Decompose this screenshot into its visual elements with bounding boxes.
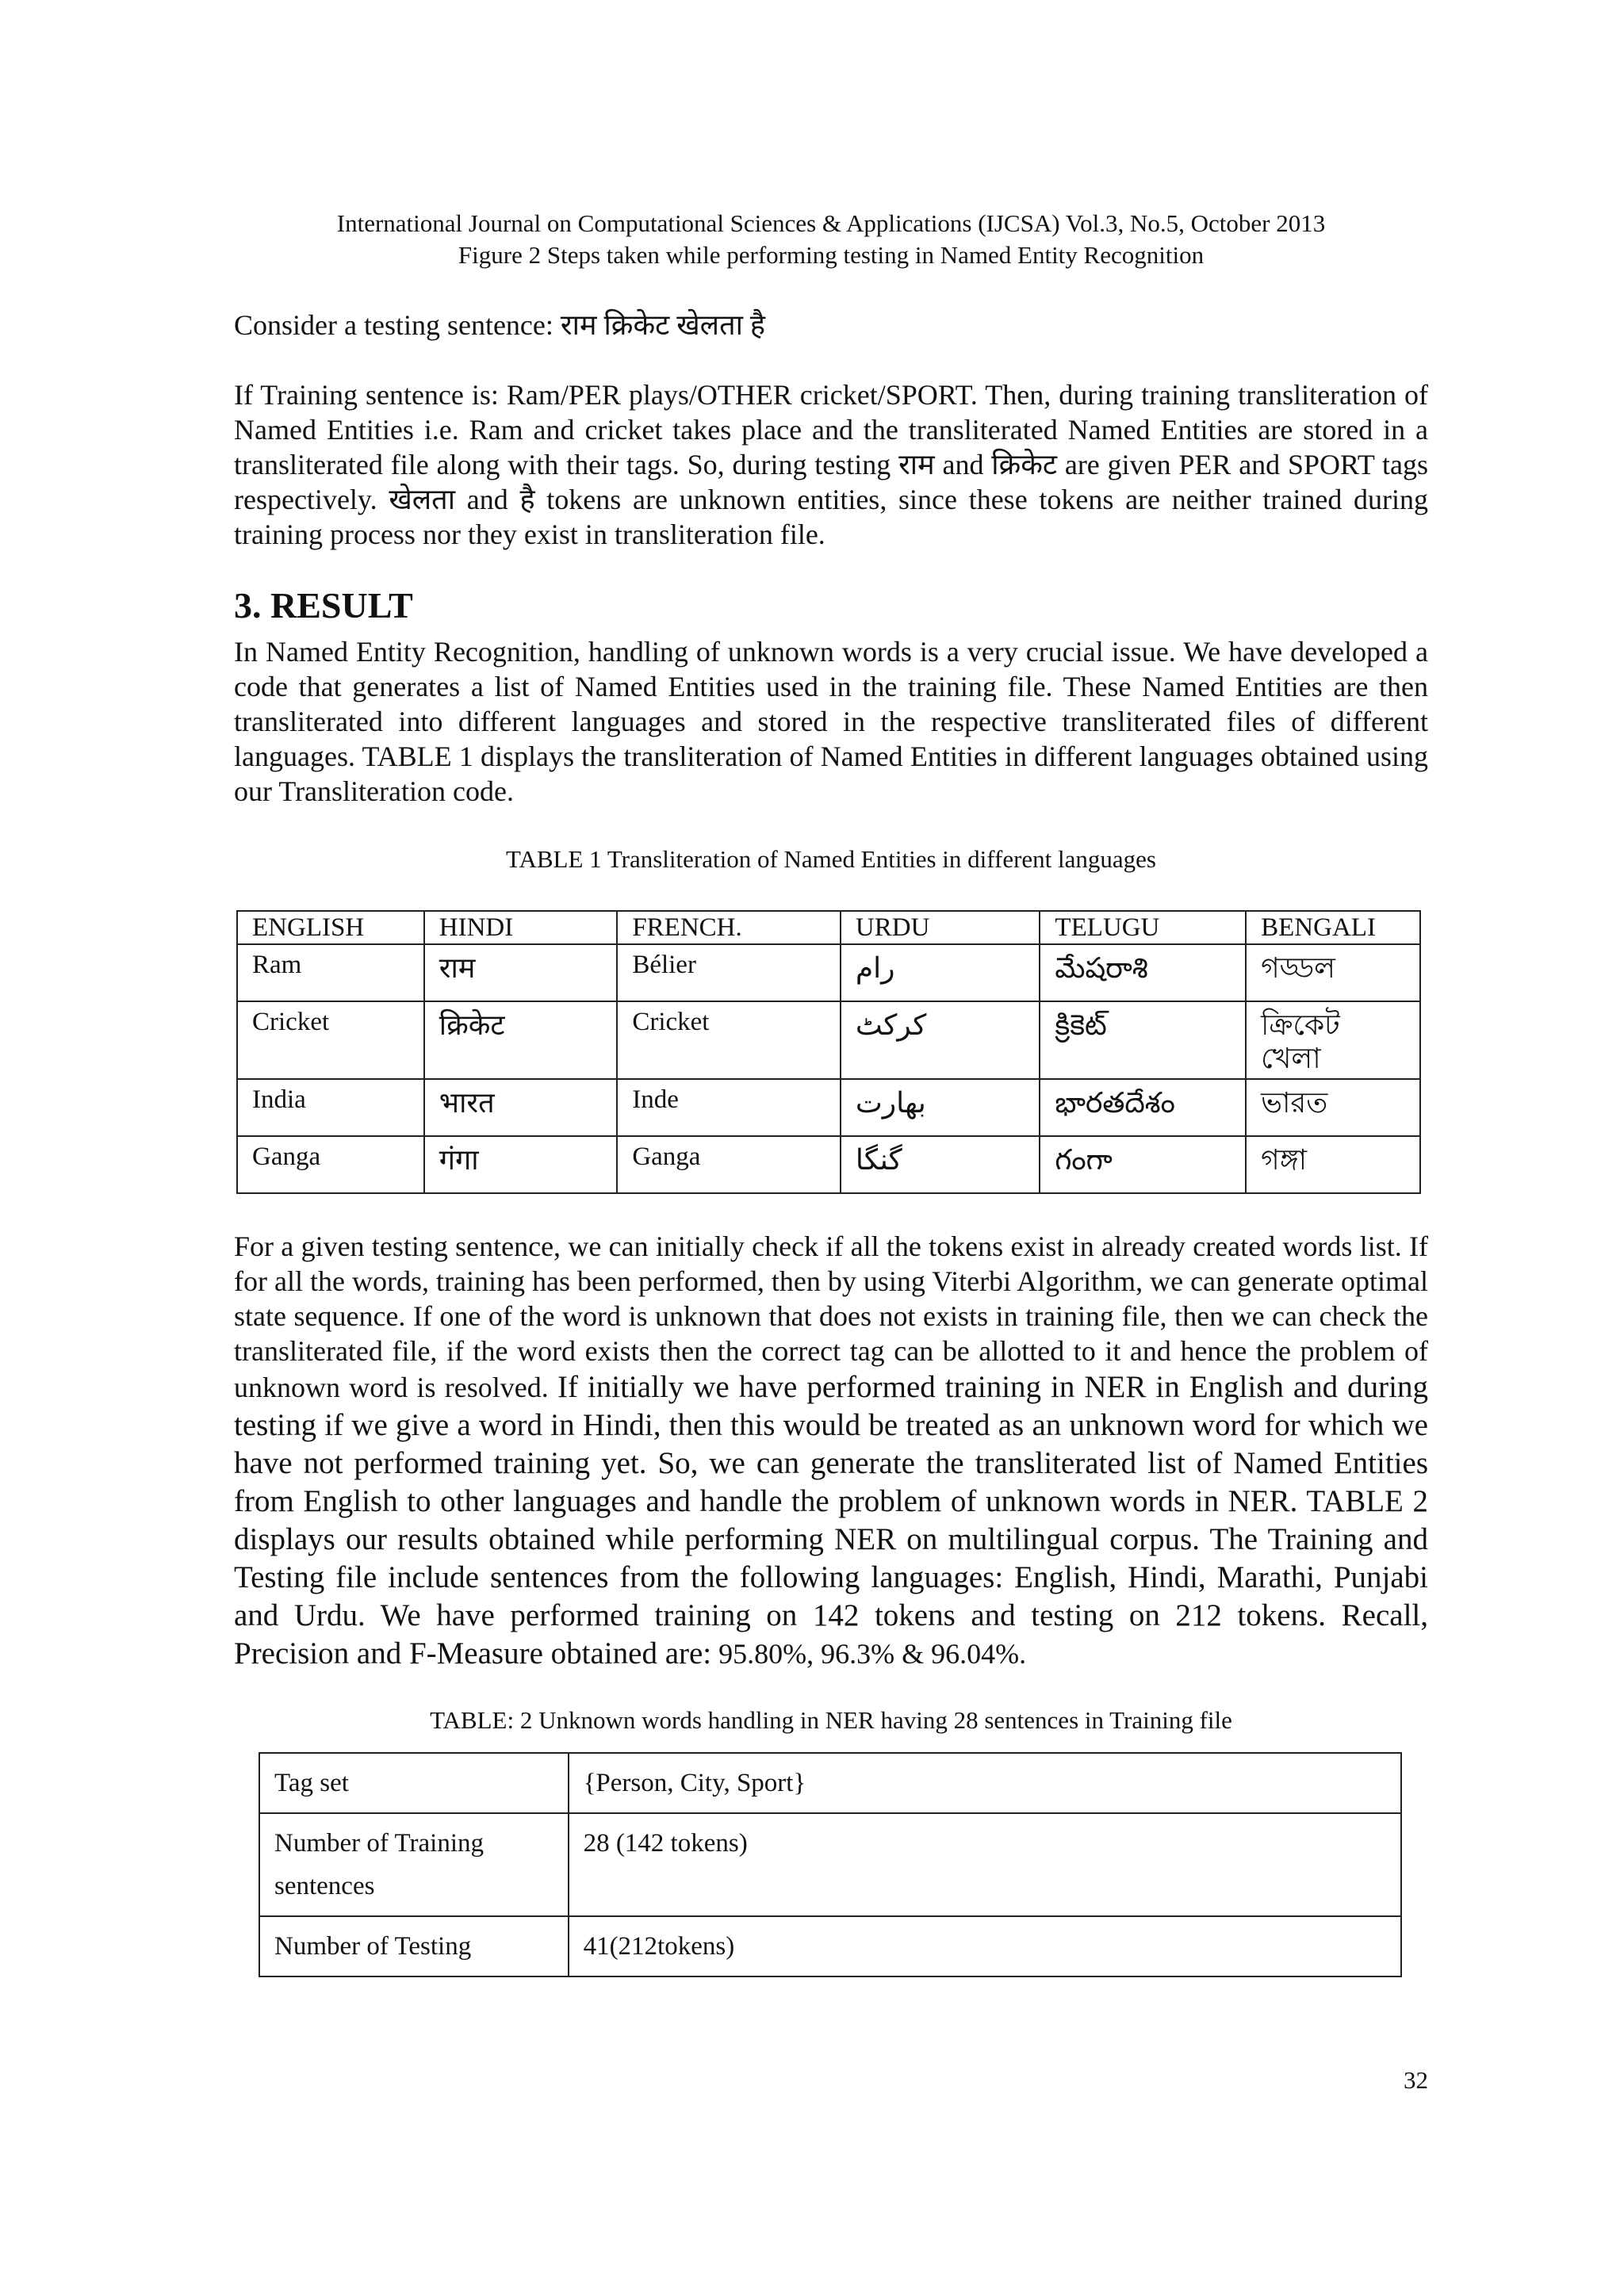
discussion-paragraph <box>234 1229 1428 1673</box>
unknown-words-table <box>259 1752 1402 1977</box>
table-cell: {Person, City, Sport} <box>569 1753 1401 1813</box>
table1-header-row <box>237 911 1420 944</box>
table1-caption: TABLE 1 Transliteration of Named Entities in different languages <box>505 845 1156 873</box>
para1-part-b: are given PER and SPORT tags respectively. <box>234 449 1429 515</box>
discussion-results: 95.80%, 96.3% & 96.04%. <box>718 1638 1027 1670</box>
table-cell: গড্ডল <box>1246 944 1420 1001</box>
table-cell: భారతదేశం <box>1040 1079 1246 1136</box>
para1-word-khelta: खेलता <box>389 484 456 515</box>
table-cell: Ram <box>237 944 424 1001</box>
table-cell: भारत <box>424 1079 618 1136</box>
table-cell: 41(212tokens) <box>569 1916 1401 1976</box>
table-row <box>237 1136 1420 1193</box>
journal-header: International Journal on Computational Sciences & Applications (IJCSA) Vol.3, No.5, October 2013 <box>336 209 1326 237</box>
consider-label: Consider a testing sentence: <box>234 309 553 341</box>
table-cell: Tag set <box>259 1753 569 1813</box>
table1-header-cell: FRENCH. <box>617 911 841 944</box>
transliteration-table <box>236 910 1421 1194</box>
section-heading: 3. RESULT <box>234 585 413 626</box>
table1-header-cell: ENGLISH <box>237 911 424 944</box>
table-cell: Cricket <box>237 1001 424 1079</box>
para1-word-hai: है <box>519 484 535 515</box>
result-paragraph: In Named Entity Recognition, handling of unknown words is a very crucial issue. We have developed a code that generates a list of Named Entities used in the training file. These Named Entities are then transliterated into different languages and stored in the respective transliterated files of different languages. TABLE 1 displays the transliteration of Named Entities in different languages obtained using our Transliteration code. <box>234 636 1428 807</box>
paper-page <box>234 208 1428 1977</box>
table-cell: Cricket <box>617 1001 841 1079</box>
table-cell: 28 (142 tokens) <box>569 1813 1401 1916</box>
table-cell: Number of Testing <box>259 1916 569 1976</box>
table-row <box>237 1001 1420 1079</box>
table-cell: بھارت <box>841 1079 1040 1136</box>
table-cell: Ganga <box>237 1136 424 1193</box>
table-cell: رام <box>841 944 1040 1001</box>
table-cell: क्रिकेट <box>424 1001 618 1079</box>
discussion-part-large: If initially we have performed training in NER in English and during testing if we give a word in Hindi, then this would be treated as an unknown word for which we have not performed training yet. So, we can generate the transliterated list of Named Entities from English to other languages and handle the problem of unknown words in NER. TABLE 2 displays our results obtained while performing NER on multilingual corpus. The Training and Testing file include sentences from the following languages: English, Hindi, Marathi, Punjabi and Urdu. We have performed training on 142 tokens and testing on 212 tokens. Recall, Precision and F-Measure obtained are: <box>234 1370 1429 1670</box>
page-number: 32 <box>1404 2066 1428 2094</box>
para1-word-ram: राम <box>898 449 935 480</box>
table-cell: Number of Training sentences <box>259 1813 569 1916</box>
table1-header-cell: BENGALI <box>1246 911 1420 944</box>
table-cell: ভারত <box>1246 1079 1420 1136</box>
table-cell: గంగా <box>1040 1136 1246 1193</box>
para1-and: and <box>942 449 984 480</box>
table-cell: Ganga <box>617 1136 841 1193</box>
table-row <box>259 1753 1401 1813</box>
table-cell: Inde <box>617 1079 841 1136</box>
consider-line <box>234 308 1428 342</box>
table-cell: ক্রিকেট খেলা <box>1246 1001 1420 1079</box>
table-row <box>237 944 1420 1001</box>
table-cell: राम <box>424 944 618 1001</box>
para1-word-cricket: क्रिकेट <box>991 449 1058 480</box>
figure-caption: Figure 2 Steps taken while performing testing in Named Entity Recognition <box>458 241 1205 269</box>
training-paragraph <box>234 377 1428 552</box>
table-row <box>259 1916 1401 1976</box>
table-cell: మేషరాశి <box>1040 944 1246 1001</box>
table1-header-cell: HINDI <box>424 911 618 944</box>
table-cell: క్రికెట్ <box>1040 1001 1246 1079</box>
table-cell: India <box>237 1079 424 1136</box>
para1-part-a: If Training sentence is: Ram/PER plays/OTHER cricket/SPORT. Then, during training transliteration of Named Entities i.e. Ram and cricket takes place and the transliterated Named Entities are stored in a transliterated file along with their tags. So, during testing <box>234 379 1428 480</box>
table1-header-cell: URDU <box>841 911 1040 944</box>
para1-and-2: and <box>466 484 508 515</box>
table-cell: गंगा <box>424 1136 618 1193</box>
consider-sentence: राम क्रिकेट खेलता है <box>560 309 766 341</box>
table-cell: Bélier <box>617 944 841 1001</box>
table-row <box>259 1813 1401 1916</box>
table1-header-cell: TELUGU <box>1040 911 1246 944</box>
table-cell: کرکٹ <box>841 1001 1040 1079</box>
table-cell: গঙ্গা <box>1246 1136 1420 1193</box>
table2-caption: TABLE: 2 Unknown words handling in NER having 28 sentences in Training file <box>430 1706 1232 1734</box>
para1-part-c: tokens are unknown entities, since these tokens are neither trained during training process nor they exist in transliteration file. <box>234 484 1429 550</box>
table-cell: گنگا <box>841 1136 1040 1193</box>
table-row <box>237 1079 1420 1136</box>
discussion-part-small: For a given testing sentence, we can initially check if all the tokens exist in already created words list. If for all the words, training has been performed, then by using Viterbi Algorithm, we can generate optimal state sequence. If one of the word is unknown that does not exists in training file, then we can check the transliterated file, if the word exists then the correct tag can be allotted to it and hence the problem of unknown word is resolved. <box>234 1230 1428 1403</box>
